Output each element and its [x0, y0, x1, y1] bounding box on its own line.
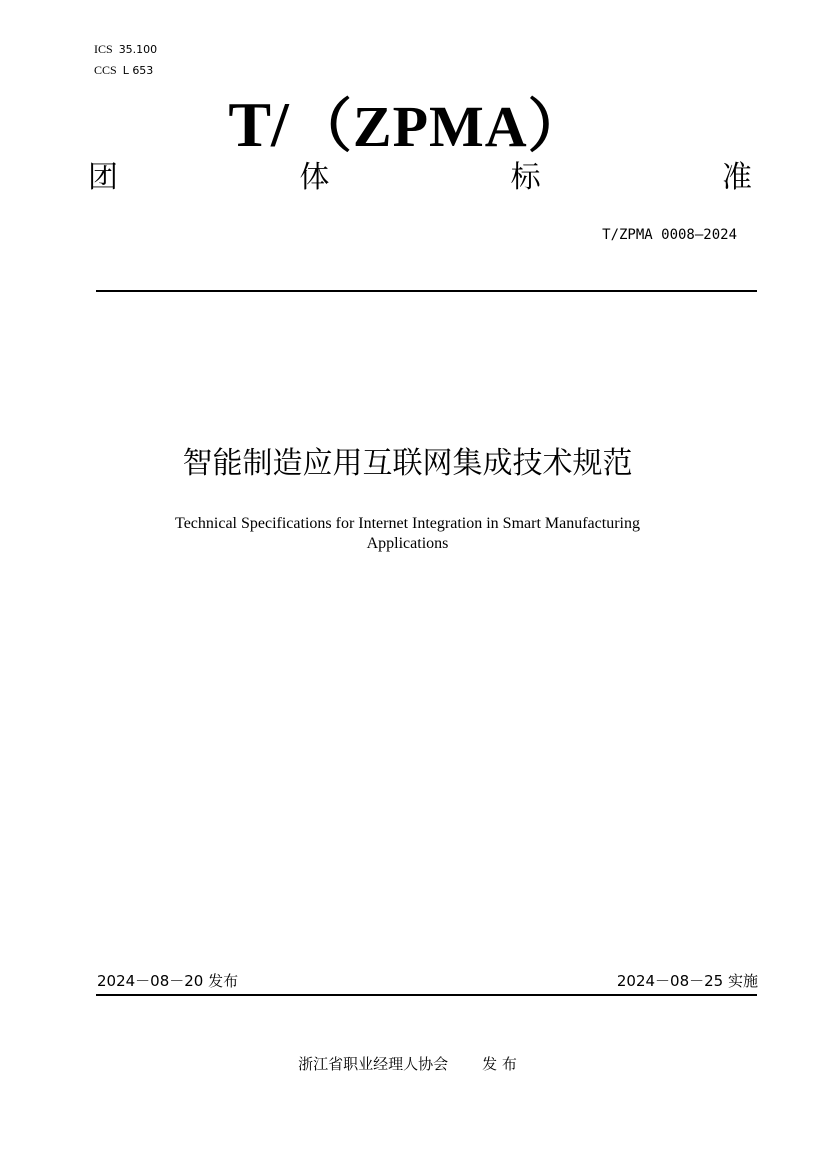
standard-type-char: 标 [510, 160, 541, 195]
standard-type-char: 准 [721, 160, 752, 195]
publisher-name: 浙江省职业经理人协会 [298, 1055, 449, 1073]
standard-type [88, 158, 752, 198]
standard-number: T/ZPMA 0008—2024 [602, 227, 737, 243]
standard-type-char: 体 [299, 160, 330, 195]
brand-org-code: （ZPMA） [293, 94, 587, 159]
ics-label: ICS [94, 42, 113, 56]
title-english-line1: Technical Specifications for Internet Integration in Smart Manufacturing [175, 515, 640, 532]
title-english [0, 514, 815, 554]
ccs-value: L 653 [122, 64, 154, 77]
ccs-code [94, 62, 153, 79]
ics-value: 35.100 [118, 43, 158, 56]
brand-prefix: T/ [228, 89, 289, 160]
implement-date: 2024－08－25 实施 [616, 972, 758, 990]
header-divider [96, 290, 757, 292]
title-english-line2: Applications [366, 535, 449, 552]
ccs-label: CCS [94, 63, 117, 77]
title-chinese: 智能制造应用互联网集成技术规范 [182, 446, 633, 481]
publisher [0, 1053, 815, 1075]
publisher-action: 发 布 [482, 1055, 517, 1073]
footer-divider [96, 994, 757, 996]
publish-date: 2024－08－20 发布 [97, 972, 239, 990]
standard-type-char: 团 [88, 160, 118, 195]
ics-code [94, 41, 157, 58]
